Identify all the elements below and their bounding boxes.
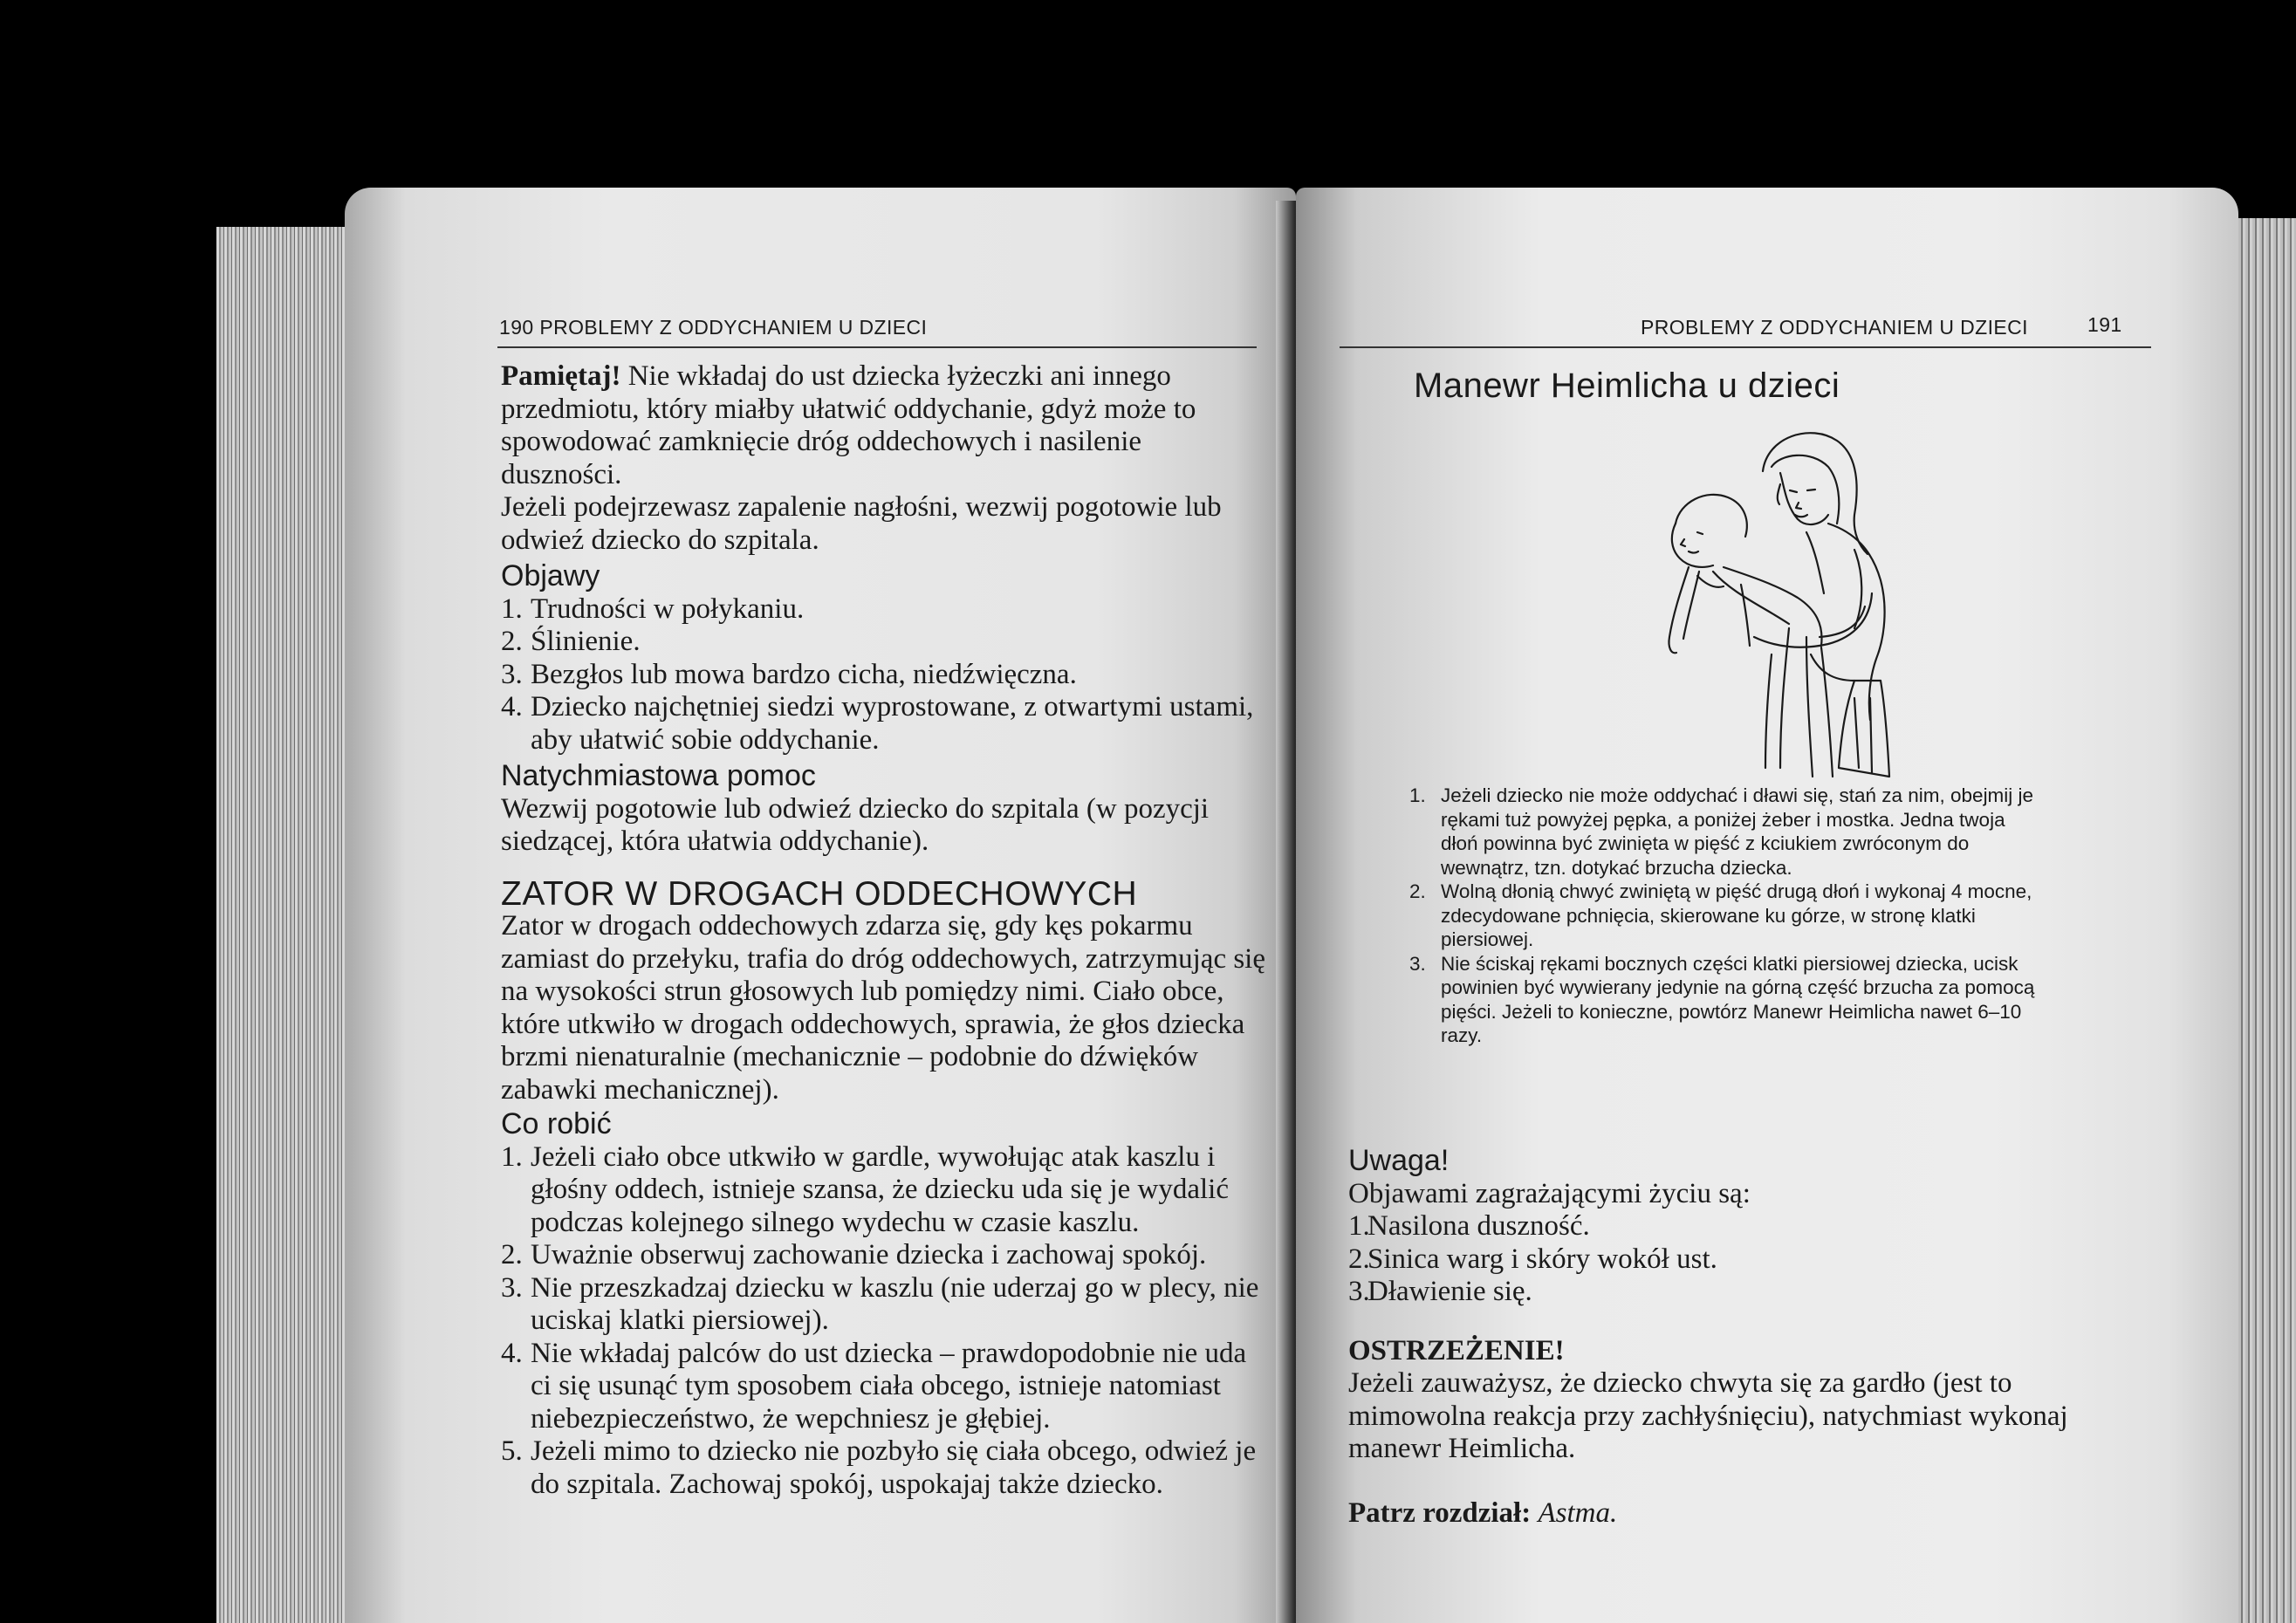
left-page-body	[501, 360, 1269, 1501]
caution-heading: OSTRZEŻENIE!	[1348, 1334, 1565, 1366]
remember-paragraph	[501, 360, 1269, 491]
what-to-do-list	[501, 1141, 1269, 1502]
left-page-header: 190 PROBLEMY Z ODDYCHANIEM U DZIECI	[499, 316, 928, 339]
right-page-number: 191	[2087, 313, 2122, 336]
warning-intro: Objawami zagrażającymi życiu są:	[1348, 1177, 1751, 1209]
list-item: 2. Uważnie obserwuj zachowanie dziecka i zachowaj spokój.	[501, 1239, 1207, 1270]
warning-block	[1348, 1145, 2134, 1530]
heimlich-steps	[1409, 784, 2046, 1048]
list-item: 3. Bezgłos lub mowa bardzo cicha, niedźwięczna.	[501, 658, 1077, 690]
see-label: Patrz rozdział:	[1348, 1496, 1532, 1529]
left-header-rule	[497, 346, 1257, 348]
list-item: 1. Trudności w połykaniu.	[501, 592, 805, 625]
child-arm-left	[1669, 567, 1689, 653]
list-item: 1. Nasilona duszność.	[1348, 1210, 1590, 1242]
list-item: 4. Nie wkładaj palców do ust dziecka – prawdopodobnie nie uda ci się usunąć tym sposobem ciała obcego, istnieje natomiast niebezpieczeństwo, że wepchniesz je głębiej.	[501, 1337, 1247, 1435]
child-torso	[1724, 567, 1822, 646]
see-also	[1348, 1497, 2134, 1531]
list-item: 1. Jeżeli ciało obce utkwiło w gardle, wywołując atak kaszlu i głośny oddech, istnieje szansa, że dziecku uda się je wydalić podczas kolejnego silnego wydechu w czasie kaszlu.	[501, 1140, 1229, 1238]
remember-text: Nie wkładaj do ust dziecka łyżeczki ani innego przedmiotu, który miałby ułatwić oddychanie, gdyż może to spowodować zamknięcie dróg oddechowych i nasilenie duszności.	[501, 360, 1196, 490]
see-ref: Astma.	[1538, 1496, 1618, 1529]
epiglottis-paragraph: Jeżeli podejrzewasz zapalenie nagłośni, wezwij pogotowie lub odwieź dziecko do szpitala.	[501, 491, 1222, 556]
symptoms-heading: Objawy	[501, 559, 600, 592]
child-arm-right	[1741, 585, 1750, 646]
right-page-header: PROBLEMY Z ODDYCHANIEM U DZIECI	[1641, 316, 2028, 339]
heimlich-steps-list	[1409, 784, 2046, 1048]
list-item: 3. Dławienie się.	[1348, 1276, 1532, 1307]
warning-heading: Uwaga!	[1348, 1144, 1450, 1177]
warning-list	[1348, 1210, 2134, 1309]
child-face	[1672, 524, 1713, 567]
page-stack-right	[2238, 218, 2296, 1623]
symptoms-list	[501, 593, 1269, 757]
right-page	[1296, 188, 2238, 1623]
list-item: 4. Dziecko najchętniej siedzi wyprostowane, z otwartymi ustami, aby ułatwić sobie oddychanie.	[501, 691, 1254, 756]
section-text: Zator w drogach oddechowych zdarza się, gdy kęs pokarmu zamiast do przełyku, trafia do dróg oddechowych, zatrzymując się na wysokości strun głosowych lub pomiędzy nimi. Ciało obce, które utkwiło w drogach oddechowych, sprawia, że głos dziecka brzmi nienaturalnie (mechanicznie – podobnie do dźwięków zabawki mechanicznej).	[501, 910, 1265, 1106]
what-to-do-heading: Co robić	[501, 1107, 612, 1140]
list-item: 5. Jeżeli mimo to dziecko nie pozbyło się ciała obcego, odwieź je do szpitala. Zachowaj spokój, uspokajaj także dziecko.	[501, 1435, 1257, 1500]
remember-label: Pamiętaj!	[501, 360, 621, 392]
child-hair	[1676, 495, 1747, 537]
list-item: 1. Jeżeli dziecko nie może oddychać i dławi się, stań za nim, obejmij je rękami tuż powyżej pępka, a poniżej żeber i mostka. Jedna twoja dłoń powinna być zwinięta w pięść z kciukiem zwróconym do wewnątrz, tzn. dotykać brzucha dziecka.	[1409, 784, 2034, 879]
list-item: 2. Ślinienie.	[501, 626, 641, 657]
list-item: 2. Sinica warg i skóry wokół ust.	[1348, 1243, 1717, 1275]
page-stack-left	[216, 227, 347, 1623]
adult-arm	[1754, 593, 1872, 647]
left-page	[345, 188, 1296, 1623]
right-header-rule	[1340, 346, 2151, 348]
list-item: 2. Wolną dłonią chwyć zwiniętą w pięść drugą dłoń i wykonaj 4 mocne, zdecydowane pchnięcia, skierowane ku górze, w stronę klatki piersiowej.	[1409, 880, 2032, 950]
adult-face	[1778, 484, 1815, 517]
caution-text: Jeżeli zauważysz, że dziecko chwyta się za gardło (jest to mimowolna reakcja przy zachłyśnięciu), natychmiast wykonaj manewr Heimlicha.	[1348, 1367, 2068, 1464]
list-item: 3. Nie przeszkadzaj dziecku w kaszlu (nie uderzaj go w plecy, nie uciskaj klatki piersiowej).	[501, 1271, 1259, 1336]
first-aid-text: Wezwij pogotowie lub odwieź dziecko do szpitala (w pozycji siedzącej, która ułatwia oddychanie).	[501, 792, 1210, 857]
section-title: ZATOR W DROGACH ODDECHOWYCH	[501, 874, 1138, 913]
first-aid-heading: Natychmiastowa pomoc	[501, 759, 816, 792]
heimlich-illustration	[1593, 419, 1942, 794]
child-legs	[1765, 628, 1833, 777]
heimlich-title: Manewr Heimlicha u dzieci	[1414, 366, 1840, 405]
list-item: 3. Nie ściskaj rękami bocznych części klatki piersiowej dziecka, ucisk powinien być wywierany jedynie na górną część brzucha za pomocą pięści. Jeżeli to konieczne, powtórz Manewr Heimlicha nawet 6–10 razy.	[1409, 952, 2035, 1046]
